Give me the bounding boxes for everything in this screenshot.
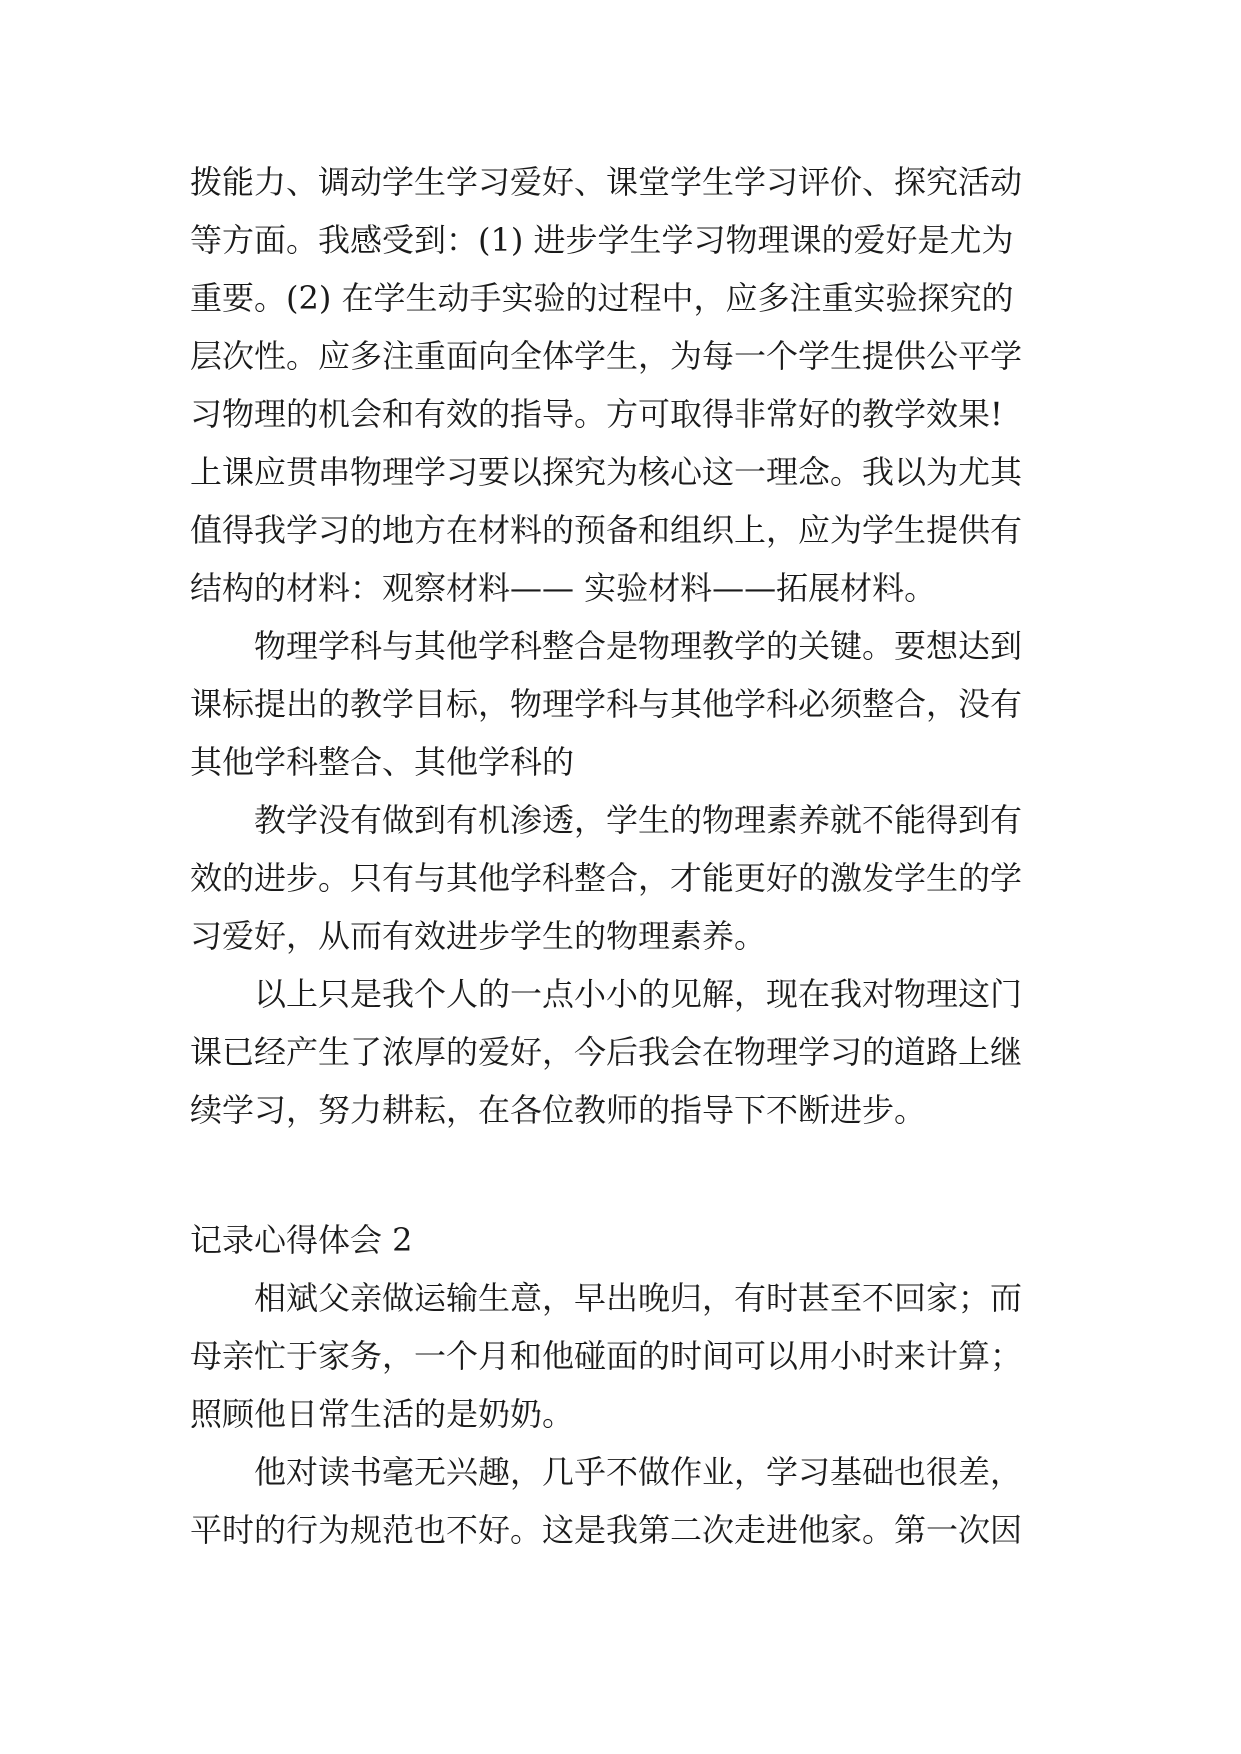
text-line: 其他学科整合、其他学科的 xyxy=(190,743,575,781)
text-line: 课已经产生了浓厚的爱好，今后我会在物理学习的道路上继 xyxy=(190,1033,1023,1071)
text-line: 以上只是我个人的一点小小的见解，现在我对物理这门 xyxy=(254,975,1023,1013)
text-line: 层次性。应多注重面向全体学生，为每一个学生提供公平学 xyxy=(190,337,1023,375)
text-line: 上课应贯串物理学习要以探究为核心这一理念。我以为尤其 xyxy=(190,453,1023,491)
text-line: 结构的材料：观察材料—— 实验材料——拓展材料。 xyxy=(190,569,937,607)
text-line: 他对读书毫无兴趣，几乎不做作业，学习基础也很差， xyxy=(254,1453,1023,1491)
text-line: 母亲忙于家务，一个月和他碰面的时间可以用小时来计算； xyxy=(190,1337,1023,1375)
text-line: 习物理的机会和有效的指导。方可取得非常好的教学效果! xyxy=(190,395,1003,433)
text-line: 物理学科与其他学科整合是物理教学的关键。要想达到 xyxy=(254,627,1023,665)
text-line: 效的进步。只有与其他学科整合，才能更好的激发学生的学 xyxy=(190,859,1023,897)
text-line: 重要。(2) 在学生动手实验的过程中，应多注重实验探究的 xyxy=(190,279,1014,317)
text-line: 拨能力、调动学生学习爱好、课堂学生学习评价、探究活动 xyxy=(190,163,1023,201)
text-line: 等方面。我感受到：(1) 进步学生学习物理课的爱好是尤为 xyxy=(190,221,1014,259)
section-heading: 记录心得体会 2 xyxy=(190,1221,413,1259)
text-line: 习爱好，从而有效进步学生的物理素养。 xyxy=(190,917,767,955)
text-line: 照顾他日常生活的是奶奶。 xyxy=(190,1395,575,1433)
text-line: 续学习，努力耕耘，在各位教师的指导下不断进步。 xyxy=(190,1091,927,1129)
text-line: 平时的行为规范也不好。这是我第二次走进他家。第一次因 xyxy=(190,1511,1023,1549)
text-line: 教学没有做到有机渗透，学生的物理素养就不能得到有 xyxy=(254,801,1023,839)
text-line: 课标提出的教学目标，物理学科与其他学科必须整合，没有 xyxy=(190,685,1023,723)
text-line: 值得我学习的地方在材料的预备和组织上，应为学生提供有 xyxy=(190,511,1023,549)
text-line: 相斌父亲做运输生意，早出晚归，有时甚至不回家；而 xyxy=(254,1279,1023,1317)
